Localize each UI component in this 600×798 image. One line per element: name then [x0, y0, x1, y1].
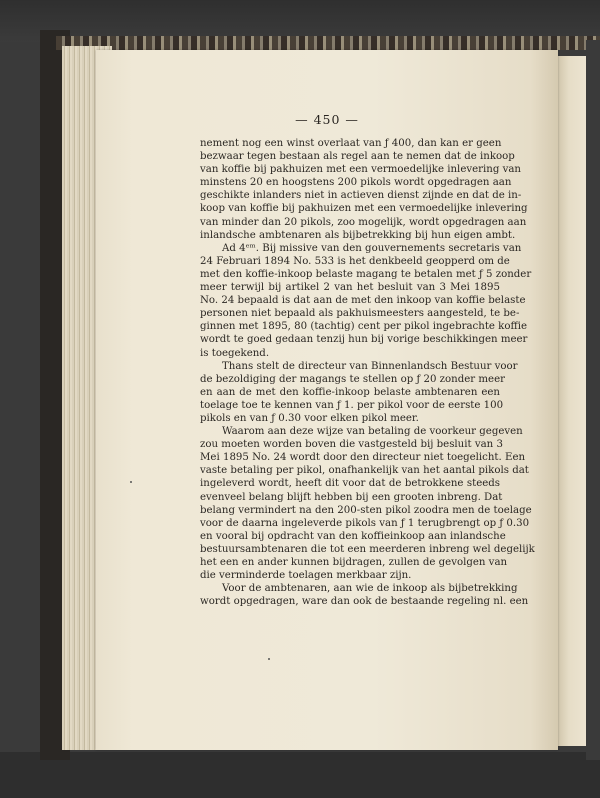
text-line: minstens 20 en hoogstens 200 pikols wordt opgedragen aan: [200, 177, 512, 189]
paragraph: [200, 242, 532, 360]
text-line: die verminderde toelagen merkbaar zijn.: [200, 570, 412, 582]
text-line: zou moeten worden boven die vastgesteld bij besluit van 3: [200, 439, 503, 451]
text-line: Mei 1895 No. 24 wordt door den directeur niet toegelicht. Een: [200, 452, 526, 464]
text-line: Ad 4ᵉᵐ. Bij missive van den gouvernements secretaris van: [222, 242, 522, 254]
text-line: No. 24 bepaald is dat aan de met den inkoop van koffie belaste: [200, 295, 526, 307]
text-line: Thans stelt de directeur van Binnenlandsch Bestuur voor: [222, 360, 518, 372]
marbled-cover-edge: [56, 36, 600, 50]
text-line: wordt te goed gedaan tenzij hun bij vorige beschikkingen meer: [200, 334, 528, 346]
paragraph: [200, 425, 535, 582]
text-line: is toegekend.: [200, 347, 270, 359]
paragraph: [200, 137, 528, 242]
text-line: 24 Februari 1894 No. 533 is het denkbeeld geopperd om de: [200, 255, 510, 267]
scan-backdrop-right: [586, 40, 600, 760]
text-line: nement nog een winst overlaat van ƒ 400, dan kan er geen: [200, 138, 502, 149]
text-line: voor de daarna ingeleverde pikols van ƒ 1 terugbrengt op ƒ 0.30: [200, 517, 530, 529]
text-line: meer terwijl bij artikel 2 van het besluit van 3 Mei 1895: [200, 282, 500, 294]
specks: [130, 481, 132, 483]
text-line: ingeleverd wordt, heeft dit voor dat de betrokkene steeds: [200, 478, 500, 490]
text-line: Voor de ambtenaren, aan wie de inkoop als bijbetrekking: [222, 583, 518, 595]
text-line: en aan de met den koffie-inkoop belaste ambtenaren een: [200, 386, 500, 398]
text-line: ginnen met 1895, 80 (tachtig) cent per pikol ingebrachte koffie: [200, 321, 528, 333]
text-line: evenveel belang blijft hebben bij een grooten inbreng. Dat: [200, 491, 503, 503]
specks: [268, 658, 270, 660]
text-line: pikols en van ƒ 0.30 voor elken pikol meer.: [200, 412, 419, 424]
scan-backdrop-bottom: [0, 752, 600, 798]
paragraph: [200, 582, 529, 608]
text-line: het een en ander kunnen bijdragen, zullen de gevolgen van: [200, 557, 508, 568]
text-line: en vooral bij opdracht van den koffieinkoop aan inlandsche: [200, 530, 506, 542]
page-number: — 450 —: [295, 112, 359, 127]
text-line: personen niet bepaald als pakhuismeesters aangesteld, te be-: [200, 308, 520, 320]
text-line: vaste betaling per pikol, onafhankelijk van het aantal pikols dat: [200, 465, 529, 477]
text-line: koop van koffie bij pakhuizen met een vermoedelijke inlevering: [200, 203, 528, 215]
text-line: belang vermindert na den 200-sten pikol zoodra men de toelage: [200, 504, 532, 516]
text-line: inlandsche ambtenaren als bijbetrekking bij hun eigen ambt.: [200, 229, 516, 241]
page-body-text: [200, 137, 535, 608]
text-line: met den koffie-inkoop belaste magang te betalen met ƒ 5 zonder: [200, 268, 532, 280]
paragraph: [200, 360, 518, 425]
text-line: wordt opgedragen, ware dan ook de bestaande regeling nl. een: [200, 596, 529, 608]
text-line: de bezoldiging der magangs te stellen op ƒ 20 zonder meer: [200, 373, 505, 385]
text-line: bestuursambtenaren die tot een meerderen inbreng wel degelijk: [200, 543, 535, 555]
text-line: van koffie bij pakhuizen met een vermoedelijke inlevering van: [200, 164, 521, 176]
facing-page-edge: [556, 56, 587, 746]
text-line: geschikte inlanders niet in actieven dienst zijnde en dat de in-: [200, 190, 522, 202]
text-line: Waarom aan deze wijze van betaling de voorkeur gegeven: [222, 426, 523, 438]
text-line: bezwaar tegen bestaan als regel aan te nemen dat de inkoop: [200, 151, 515, 163]
text-line: van minder dan 20 pikols, zoo mogelijk, wordt opgedragen aan: [200, 216, 527, 228]
text-line: toelage toe te kennen van ƒ 1. per pikol voor de eerste 100: [200, 399, 504, 411]
